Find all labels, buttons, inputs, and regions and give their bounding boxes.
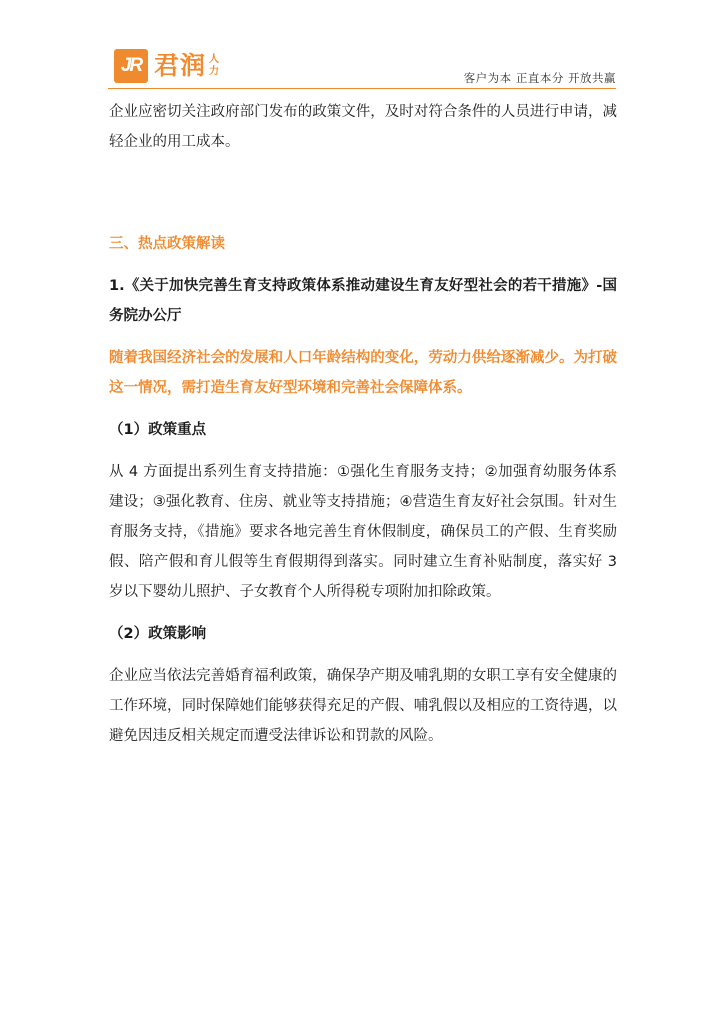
spacer xyxy=(109,203,617,229)
logo-subtitle xyxy=(209,54,219,78)
company-slogan: 客户为本 正直本分 开放共赢 xyxy=(463,71,616,85)
logo-sub-char-2: 力 xyxy=(209,66,220,77)
subsection-title-impact: （2）政策影响 xyxy=(109,626,207,642)
page-header xyxy=(108,48,616,92)
spacer xyxy=(109,259,617,271)
subsection-body-impact: 企业应当依法完善婚育福利政策，确保孕产期及哺乳期的女职工享有安全健康的工作环境，同时保障她们能够获得充足的产假、哺乳假以及相应的工资待遇，以避免因违反相关规定而遭受法律诉讼和罚款的风险。 xyxy=(109,668,617,744)
header-divider xyxy=(108,88,616,89)
logo-mark-icon: JR xyxy=(114,49,148,83)
policy-highlight: 随着我国经济社会的发展和人口年龄结构的变化，劳动力供给逐渐减少。为打破这一情况，需打造生育友好型环境和完善社会保障体系。 xyxy=(109,350,617,396)
document-body xyxy=(109,97,617,751)
intro-paragraph: 企业应密切关注政府部门发布的政策文件，及时对符合条件的人员进行申请，减轻企业的用工成本。 xyxy=(109,104,617,150)
subsection-body-focus: 从 4 方面提出系列生育支持措施：①强化生育服务支持；②加强育幼服务体系建设；③强化教育、住房、就业等支持措施；④营造生育友好社会氛围。针对生育服务支持，《措施》要求各地完善生育休假制度，确保员工的产假、生育奖励假、陪产假和育儿假等生育假期得到落实。同时建立生育补贴制度，落实好 3 岁以下婴幼儿照护、子女教育个人所得税专项附加扣除政策。 xyxy=(109,464,617,600)
spacer xyxy=(109,403,617,415)
subsection-title-focus: （1）政策重点 xyxy=(109,422,207,438)
company-logo xyxy=(114,48,219,84)
spacer xyxy=(109,445,617,457)
logo-sub-char-1: 人 xyxy=(209,54,220,65)
spacer xyxy=(109,157,617,203)
policy-title: 1.《关于加快完善生育支持政策体系推动建设生育友好型社会的若干措施》-国务院办公厅 xyxy=(109,278,617,324)
logo-name: 君润 xyxy=(154,51,207,80)
spacer xyxy=(109,607,617,619)
section-title: 三、热点政策解读 xyxy=(109,236,225,252)
spacer xyxy=(109,649,617,661)
spacer xyxy=(109,331,617,343)
